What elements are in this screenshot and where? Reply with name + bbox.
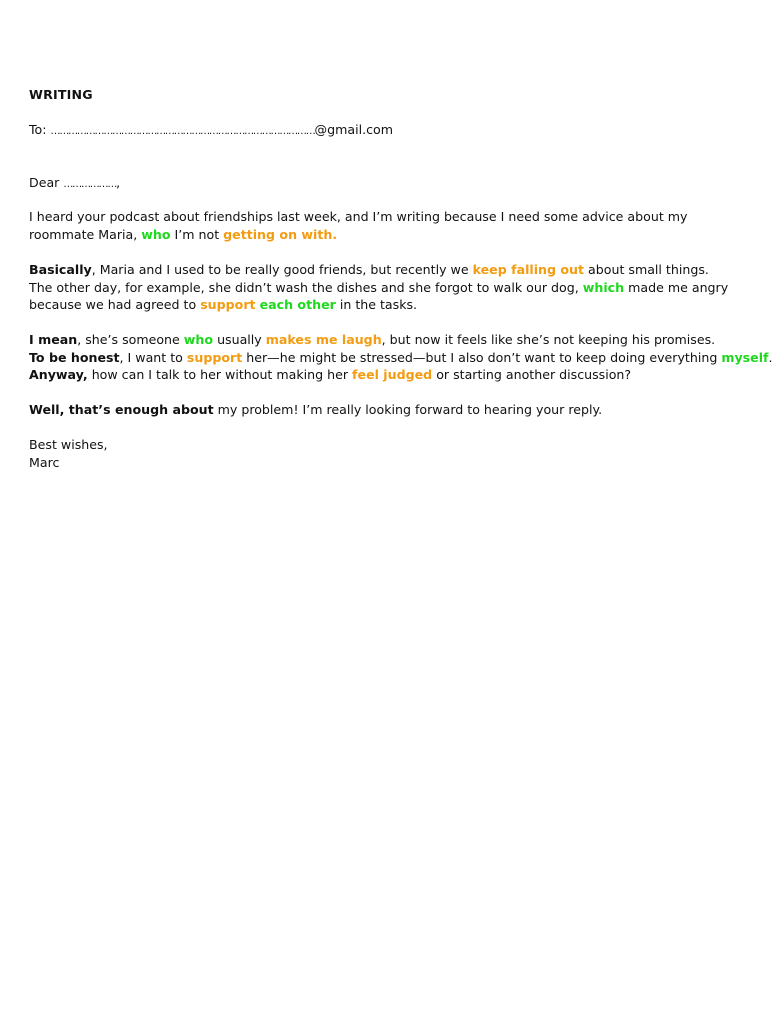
feelings-text: , she’s someone [77, 332, 184, 347]
problem-text: , Maria and I used to be really good friends, but recently we [91, 262, 473, 277]
dear-comma: , [116, 175, 121, 190]
paragraph-feelings [29, 331, 773, 384]
connector-anyway: Anyway, [29, 367, 88, 382]
relative-pronoun-which: which [582, 279, 625, 295]
paragraph-intro [29, 208, 688, 243]
problem-text: in the tasks. [335, 297, 418, 312]
feelings-row-2 [29, 349, 773, 367]
connector-basically: Basically [29, 262, 92, 277]
intro-row-2 [29, 226, 688, 244]
feelings-text: how can I talk to her without making her [87, 367, 353, 382]
intro-text: I’m not [170, 226, 224, 242]
reflexive-myself: myself [721, 349, 769, 365]
feelings-row-3 [29, 366, 773, 384]
to-label: To: [29, 122, 51, 137]
paragraph-problem [29, 261, 728, 314]
problem-text: about small things. [584, 262, 709, 277]
to-domain: @gmail.com [314, 122, 394, 137]
phrase-feel-judged: feel judged [352, 367, 433, 382]
feelings-text: , but now it feels like she’s not keeping his promises. [381, 332, 716, 347]
dear-blank: ……………… [63, 179, 117, 190]
dear-label: Dear [29, 175, 64, 190]
feelings-text: usually [213, 332, 266, 347]
closing-text: my problem! I’m really looking forward to hearing your reply. [213, 402, 603, 417]
problem-row-2 [29, 279, 728, 297]
feelings-row-1 [29, 331, 773, 349]
connector-to-be-honest: To be honest [29, 349, 120, 365]
relative-pronoun-who: who [141, 226, 171, 242]
problem-row-3 [29, 296, 728, 314]
phrasal-verb-keep-falling-out: keep falling out [472, 262, 585, 277]
sign-off: Best wishes, [29, 437, 108, 452]
paragraph-closing [29, 401, 602, 419]
reciprocal-each-other: each other [259, 297, 336, 312]
to-blank: ……………………………………………………………………………… [50, 126, 315, 137]
feelings-text: or starting another discussion? [432, 367, 632, 382]
signature-name: Marc [29, 454, 60, 470]
problem-text: The other day, for example, she didn’t wash the dishes and she forgot to walk our dog, [29, 279, 583, 295]
problem-text: made me angry [624, 279, 729, 295]
intro-row-1: I heard your podcast about friendships last week, and I’m writing because I need some advice about my [29, 209, 688, 224]
greeting-line [29, 174, 120, 194]
intro-text: roommate Maria, [29, 226, 142, 242]
phrase-support: support [200, 297, 256, 312]
phrasal-verb-getting-on-with: getting on with. [223, 226, 338, 242]
problem-text: because we had agreed to [29, 297, 201, 312]
connector-well-thats-enough-about: Well, that’s enough about [29, 402, 214, 417]
page-heading: WRITING [29, 87, 93, 102]
problem-row-1 [29, 261, 728, 279]
feelings-text: her—he might be stressed—but I also don’t want to keep doing everything [242, 349, 722, 365]
connector-i-mean: I mean [29, 332, 78, 347]
phrase-support: support [186, 349, 243, 365]
relative-pronoun-who: who [183, 332, 214, 347]
phrase-makes-me-laugh: makes me laugh [265, 332, 382, 347]
to-line [29, 121, 393, 141]
feelings-text: . [768, 349, 773, 365]
signature-block [29, 436, 108, 471]
feelings-text: , I want to [119, 349, 187, 365]
